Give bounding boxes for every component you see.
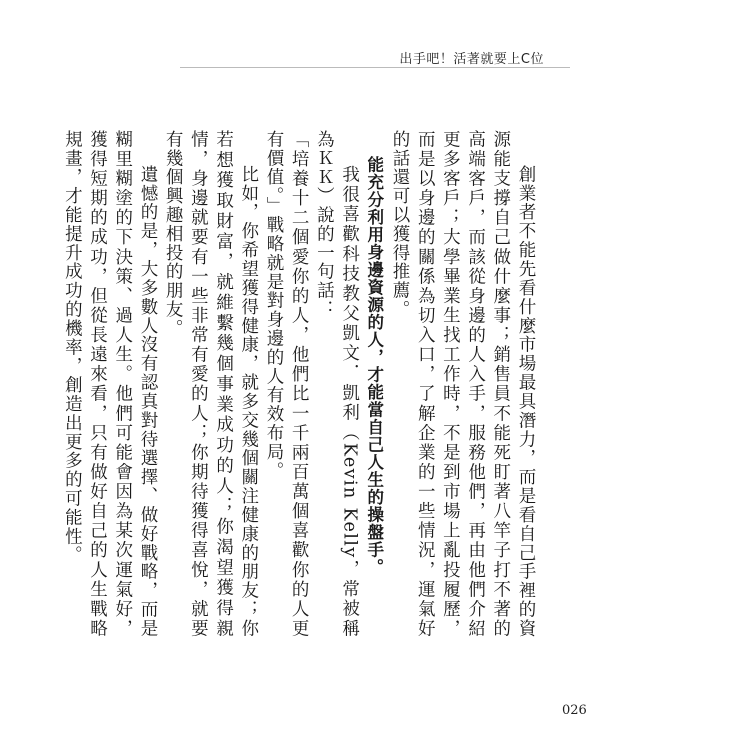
header-divider (180, 67, 570, 68)
running-header: 出手吧！活著就要上C位 (399, 52, 544, 67)
paragraph-1: 創業者不能先看什麼市場最具潛力，而是看自己手裡的資源能支撐自己做什麼事；銷售員不能死盯著八竿子打不著的高端客戶，而該從身邊的人入手，服務他們，再由他們介紹更多客戶；大學畢業生找工作時，不是到市場上亂投履歷，而是以身邊的關係為切入口，了解企業的一些情況，運氣好的話還可以獲得推薦。 (389, 130, 536, 638)
paragraph-4: 比如，你希望獲得健康，就多交幾個關注健康的朋友；你若想獲取財富，就維繫幾個事業成功的人；你渴望獲得親情，身邊就要有一些非常有愛的人；你期待獲得喜悅，就要有幾個興趣相投的朋友。 (163, 130, 259, 638)
page-number: 026 (562, 703, 587, 718)
paragraph-5: 遺憾的是，大多數人沒有認真對待選擇、做好戰略，而是糊里糊塗的下決策、過人生。他們可能會因為某次運氣好，獲得短期的成功，但從長遠來看，只有做好自己的人生戰略規畫，才能提升成功的機率，創造出更多的可能性。 (62, 130, 158, 638)
vertical-text-body (62, 130, 538, 638)
section-subheading: 能充分利用身邊資源的人，才能當自己人生的操盤手。 (364, 156, 384, 577)
paragraph-3-quote: 「培養十二個愛你的人，他們比一千兩百萬個喜歡你的人更有價值。」戰略就是對身邊的人有效布局。 (263, 130, 310, 638)
paragraph-2: 我很喜歡科技教父凱文．凱利（Kevin Kelly，常被稱為ＫＫ）說的一句話： (314, 130, 360, 638)
